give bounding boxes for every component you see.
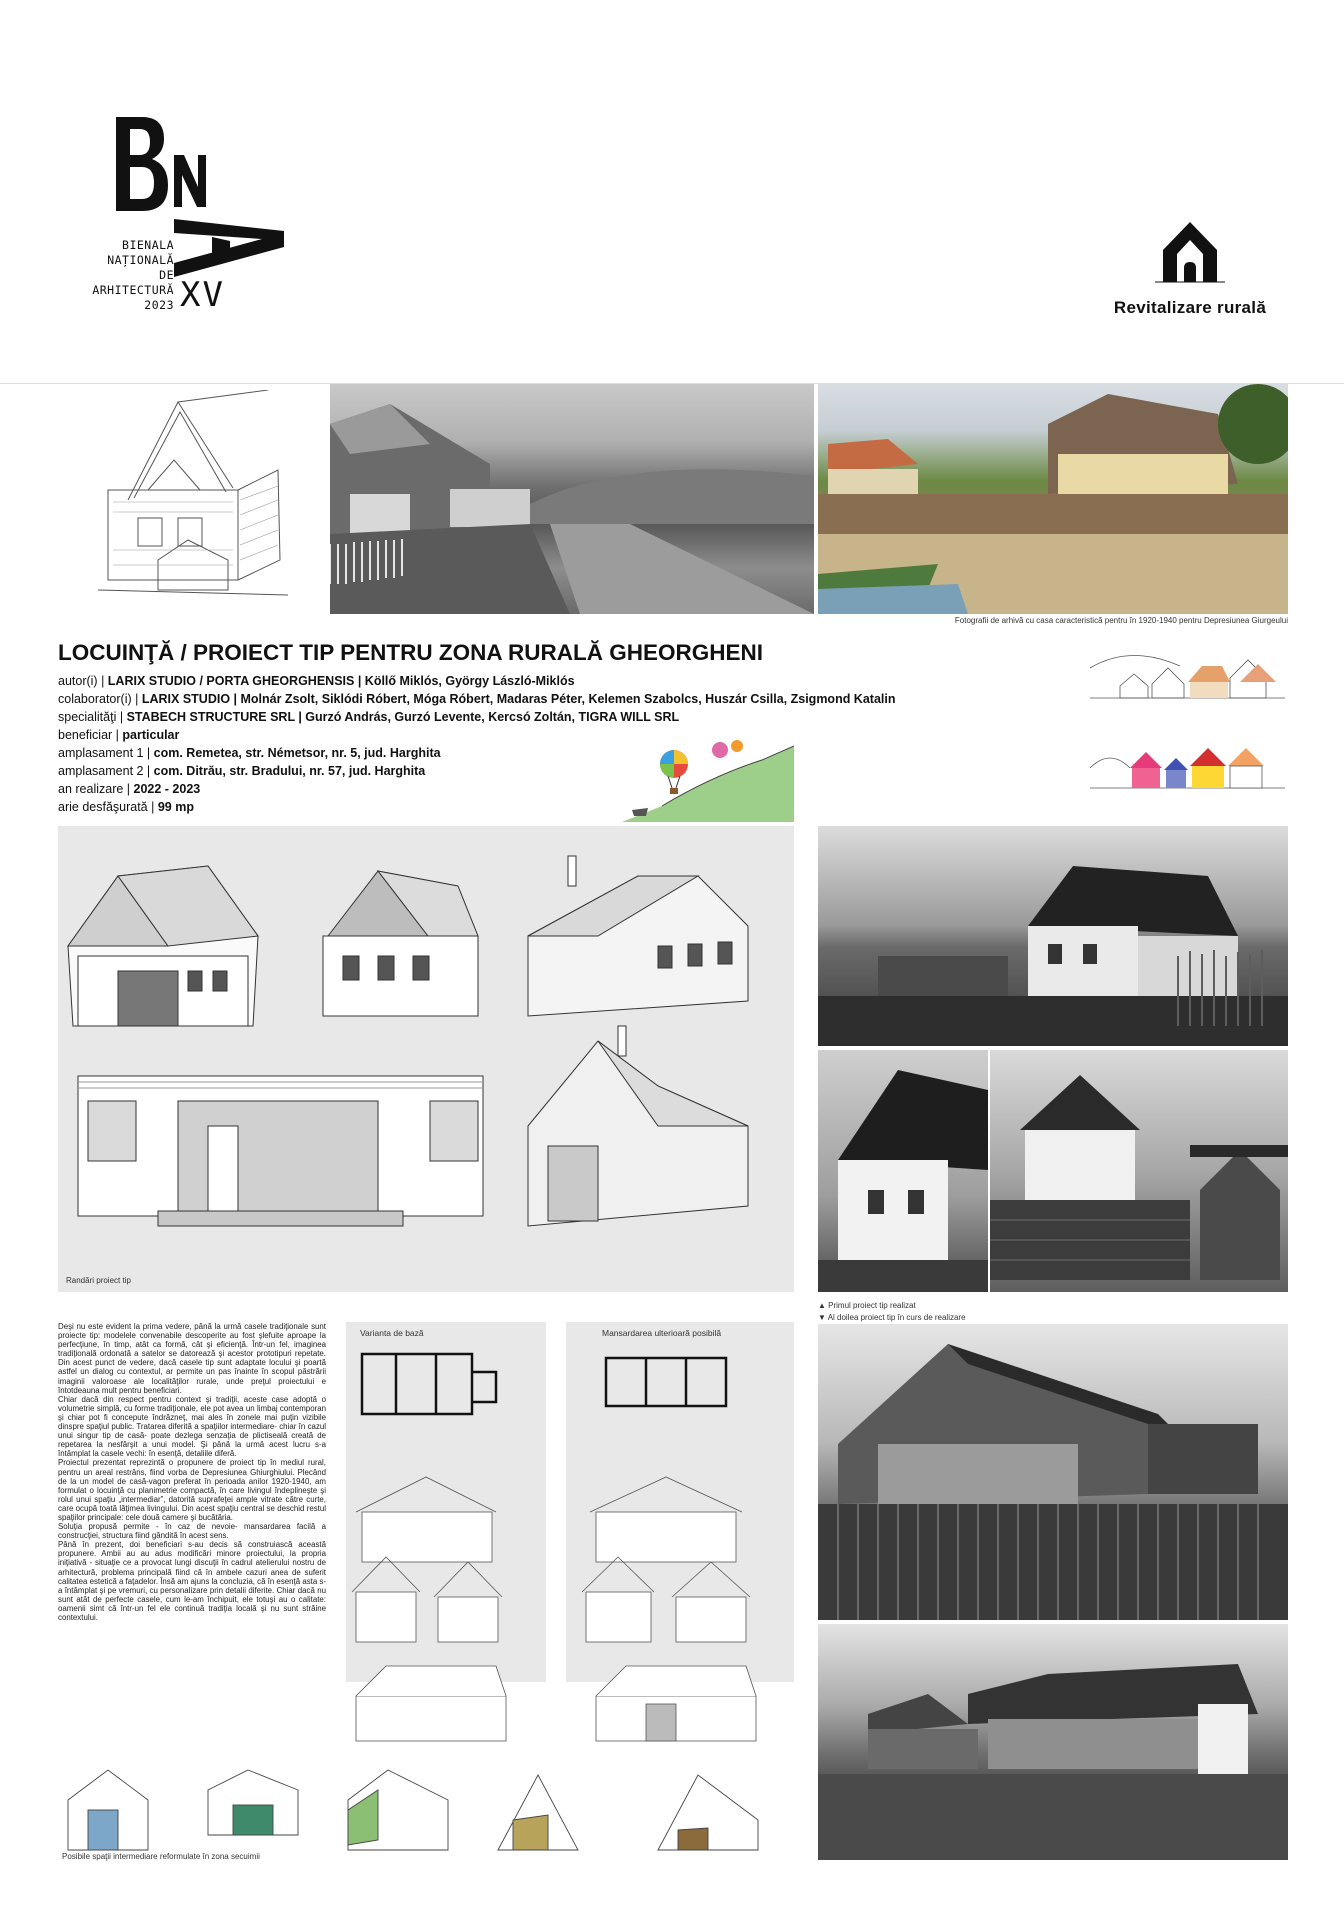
- description-paragraph-5: Până în prezent, doi beneficiari s-au decis să construiască această propunere. Ambii au au adus modificări minore proiectului, la propria iniţiativă - situaţie ce a provocat lungi discuţii în cadrul atelierului nostru de arhitectură, problema principală fiind că în ambele cazuri anea de suferit calitatea estetică a faţadelor. Însă am ajuns la concluzia, că în esenţă asta s-a întâmplat şi pe vremuri, cu personalizare prin detalii diferite. Chiar dacă nu sunt atât de perfecte casele, cum le-am închipuit, ele totuşi au o calitate: oamenii simt că într-un fel ele continuă tradiţia locală şi nu sunt străine contextului.: [58, 1540, 326, 1622]
- photo-house-1-side: [818, 1050, 988, 1292]
- logo-line-2: NAȚIONALĂ: [107, 253, 174, 267]
- category-badge: [1100, 220, 1280, 318]
- archive-sketch: [68, 390, 324, 612]
- photo-house-2-construction: [818, 1324, 1288, 1620]
- description-paragraph-2: Chiar dacă din respect pentru context şi tradiţii, aceste case adoptă o volumetrie simplă, cu forme tradiţionale, ele pot avea un limbaj contemporan şi chiar pot fi concepute îndrăzneţ, mai ales în zonele mai puţin vizibile dinspre spaţiul public. Tratarea diferită a spaţiilor intermediare- chiar în cazul unui singur tip de casă- poate dezlega senzaţia de plictiseală creată de repetarea la nesfârşit a unui model. Şi până la urmă acest lucru s-a întâmplat la casele vechi: în esenţă, detaliile diferă.: [58, 1394, 326, 1459]
- renders-panel: [58, 826, 794, 1292]
- plans-attic-panel: [566, 1322, 794, 1682]
- plans-base-label: Varianta de bază: [360, 1328, 424, 1338]
- photo-house-1-wide: [818, 826, 1288, 1046]
- description-paragraph-4: Soluţia propusă permite - în caz de nevoie- mansardarea facilă a construcţiei, structura fiind gândită în acest sens.: [58, 1522, 326, 1541]
- render-drawings: [58, 826, 794, 1292]
- house-outline-icon: [1155, 220, 1225, 286]
- photo-house-2-landscape: [818, 1624, 1288, 1860]
- logo-line-4: ARHITECTURĂ: [92, 283, 174, 297]
- plans-base-panel: [346, 1322, 546, 1682]
- credit-year: an realizare | 2022 - 2023: [58, 782, 201, 796]
- credit-specialists: specialităţi | STABECH STRUCTURE SRL | Gurzó András, Gurzó Levente, Kercsó Zoltán, TIGRA WILL SRL: [58, 710, 680, 724]
- archive-photos-caption: Fotografii de arhivă cu casa caracteristică pentru în 1920-1940 pentru Depresiunea Giurgeului: [954, 616, 1288, 625]
- balloon-illustration: [622, 736, 794, 822]
- long-elevations: [346, 1656, 794, 1756]
- street-sketch-color: [1090, 738, 1285, 806]
- archive-photo-color-street: [818, 384, 1288, 614]
- logo-line-1: BIENALA: [122, 238, 174, 252]
- credit-area: arie desfăşurată | 99 mp: [58, 800, 194, 814]
- credit-location-1: amplasament 1 | com. Remetea, str. Németsor, nr. 5, jud. Harghita: [58, 746, 441, 760]
- description-paragraph-3: Proiectul prezentat reprezintă o propunere de proiect tip în mediul rural, pentru un areal restrâns, fiind vorba de Depresiunea Ghiurghiului. Plecând de la un model de casă-vagon preferat în perioada anilor 1920-1940, am formulat o locuinţă cu planimetrie compactă, în care livingul îndeplineşte şi rolul unui spaţiu „intermediar”, datorită suprafeţei ample vitrate către curte, care ocupă toată lăţimea livingului. Din acest spaţiu central se deschid restul spaţiilor principale: cele două camere şi bucătăria.: [58, 1458, 326, 1522]
- edition-number: XV: [180, 275, 225, 315]
- renders-caption: Randări proiect tip: [66, 1276, 131, 1285]
- base-plan-drawings: [346, 1342, 546, 1682]
- photo-legend-second: ▼ Al doilea proiect tip în curs de realizare: [818, 1313, 966, 1322]
- attic-plan-drawings: [566, 1342, 794, 1682]
- credit-collaborators: colaborator(i) | LARIX STUDIO | Molnár Zsolt, Siklódi Róbert, Móga Róbert, Madaras Péter, Kelemen Szabolcs, Huszár Csilla, Zsigmond Katalin: [58, 692, 896, 706]
- photo-house-1-gate: [990, 1050, 1288, 1292]
- archive-photo-bw-street: [330, 384, 814, 614]
- sketches-caption: Posibile spaţii intermediare reformulate în zona secuimii: [62, 1852, 260, 1861]
- photo-legend-first: ▲ Primul proiect tip realizat: [818, 1301, 916, 1310]
- credit-beneficiary: beneficiar | particular: [58, 728, 180, 742]
- description-paragraph-1: Deşi nu este evident la prima vedere, până la urmă casele tradiţionale sunt proiecte tip: modelele convenabile descoperite au fost şlefuite aproape la perfecţiune, în timp, atât ca formă, cât şi eficienţă. Într-un fel, imaginea tradiţională ordonată a satelor se datorează şi acestor prototipuri repetate. Din acest punct de vedere, dacă casele tip sunt adaptate locului şi poartă astfel un dialog cu contextul, ar permite un pas înainte în scopul păstrării imaginii valoroase ale localităţilor rurale, unde preţul proiectului e întotdeauna mult pentru beneficiari.: [58, 1322, 326, 1395]
- category-label: Revitalizare rurală: [1113, 298, 1267, 317]
- credit-location-2: amplasament 2 | com. Ditrău, str. Bradului, nr. 57, jud. Harghita: [58, 764, 426, 778]
- logo-line-5: 2023: [144, 298, 174, 312]
- logo-text: [84, 238, 174, 313]
- project-title: LOCUINŢĂ / PROIECT TIP PENTRU ZONA RURALĂ GHEORGHENI: [58, 640, 764, 665]
- sketches-row: [58, 1760, 794, 1860]
- street-sketch-bw: [1090, 648, 1285, 716]
- plans-attic-label: Mansardarea ulterioară posibilă: [602, 1328, 722, 1338]
- description-text: [58, 1322, 326, 1622]
- logo-line-3: DE: [159, 268, 174, 282]
- credit-authors: autor(i) | LARIX STUDIO / PORTA GHEORGHENSIS | Köllő Miklós, György László-Miklós: [58, 674, 575, 688]
